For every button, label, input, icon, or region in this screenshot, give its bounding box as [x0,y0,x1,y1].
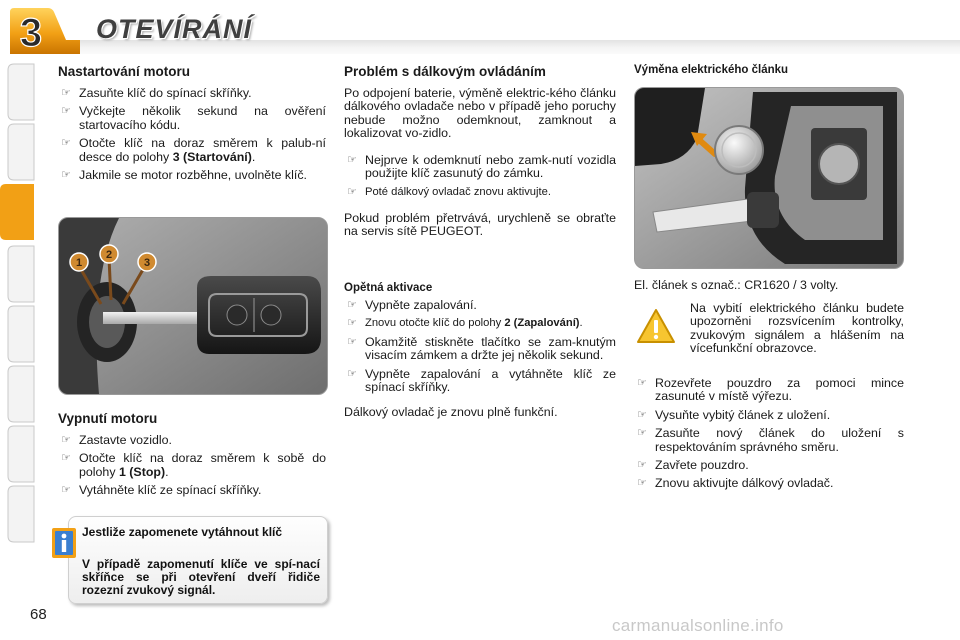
pointing-hand-icon: ☞ [347,185,357,198]
start-steps-list [58,87,326,187]
list-item: ☞ Vyčkejte několik sekund na ověření startovacího kódu. [61,104,326,132]
side-chapter-tabs [0,62,36,582]
battery-caption: El. článek s označ.: CR1620 / 3 volty. [634,278,839,292]
section-title-remote-problem: Problém s dálkovým ovládáním [344,64,546,79]
pointing-hand-icon: ☞ [61,87,71,99]
list-item: ☞ Zastavte vozidlo. [61,433,172,447]
list-item: ☞ Otočte klíč na doraz směrem k palub-ní desce do polohy 3 (Startování). [61,136,326,164]
list-item: ☞ Znovu otočte klíč do polohy 2 (Zapalování). [347,317,583,330]
key-position-label: 3 [143,257,151,269]
reactivation-list [344,299,616,399]
pointing-hand-icon: ☞ [637,459,647,472]
reactivation-outro: Dálkový ovladač je znovu plně funkční. [344,405,558,419]
list-item: ☞ Vypněte zapalování a vytáhněte klíč ze spínací skříňky. [347,366,616,395]
side-tab-8 [8,486,34,542]
page-title: OTEVÍRÁNÍ [96,14,253,44]
pointing-hand-icon: ☞ [61,169,71,182]
side-tab-2 [8,124,34,180]
list-item: ☞ Vypněte zapalování. [347,298,477,312]
list-item: ☞ Zavřete pouzdro. [637,458,749,473]
chapter-badge [4,4,86,66]
list-item: ☞ Vysuňte vybitý článek z uložení. [637,407,831,422]
pointing-hand-icon: ☞ [61,137,71,150]
side-tab-active [0,184,34,240]
battery-replacement-illustration [635,88,903,268]
ignition-key-image [58,217,328,395]
section-title-start: Nastartování motoru [58,64,191,79]
ignition-key-illustration [59,218,327,394]
list-item: ☞ Vytáhněte klíč ze spínací skříňky. [61,483,262,498]
remote-problem-list [344,154,616,200]
info-icon [52,528,76,558]
warning-icon [636,308,676,344]
list-item: ☞ Nejprve k odemknutí nebo zamk-nutí vozidla použijte klíč zasunutý do zámku. [347,153,616,181]
watermark: carmanualsonline.info [612,616,784,635]
section-title-stop: Vypnutí motoru [58,411,158,426]
side-tab-5 [8,306,34,362]
side-tab-4 [8,246,34,302]
list-item: ☞ Znovu aktivujte dálkový ovladač. [637,476,834,491]
pointing-hand-icon: ☞ [637,477,647,490]
list-item: ☞ Zasuňte klíč do spínací skříňky. [61,86,252,100]
remote-problem-intro: Po odpojení baterie, výměně elektric-kého článku dálkového ovladače nebo v případě jeho poruchy nebude možno odemknout, zamknout a lokalizovat vo-zidlo. [344,86,616,141]
pointing-hand-icon: ☞ [347,154,357,166]
pointing-hand-icon: ☞ [61,105,71,118]
pointing-hand-icon: ☞ [61,434,71,446]
list-item: ☞ Rozevřete pouzdro za pomoci mince zasunuté v místě výřezu. [637,376,904,404]
pointing-hand-icon: ☞ [347,367,357,380]
pointing-hand-icon: ☞ [347,335,357,348]
chapter-number: 3 [19,11,43,55]
key-position-label: 1 [75,257,83,269]
pointing-hand-icon: ☞ [637,408,647,421]
pointing-hand-icon: ☞ [61,484,71,497]
info-text: V případě zapomenutí klíče ve spí-nací skříňce se při otevření dveří řidiče rozezní zvukový signál. [82,557,320,597]
key-position-label: 2 [105,249,113,261]
section-title-reactivation: Opětná aktivace [344,282,433,294]
warning-text: Na vybití elektrického článku budete upozorněni rozsvícením kontrolky, zvukovým signálem a hlášením na vícefunkční obrazovce. [690,301,904,356]
section-title-battery: Výměna elektrického článku [634,64,789,76]
battery-replacement-image [634,87,904,269]
pointing-hand-icon: ☞ [637,377,647,389]
list-item: ☞ Poté dálkový ovladač znovu aktivujte. [347,185,551,198]
list-item: ☞ Zasuňte nový článek do uložení s respektováním správného směru. [637,426,904,454]
info-title: Jestliže zapomenete vytáhnout klíč [82,525,283,539]
pointing-hand-icon: ☞ [347,299,357,311]
pointing-hand-icon: ☞ [61,452,71,465]
pointing-hand-icon: ☞ [637,427,647,440]
side-tab-6 [8,366,34,422]
battery-steps-list [634,377,904,496]
list-item: ☞ Okamžitě stiskněte tlačítko se zam-knutým visacím zámkem a držte jej několik sekund. [347,334,616,363]
pointing-hand-icon: ☞ [347,317,357,330]
page-number: 68 [30,606,47,623]
list-item: ☞ Jakmile se motor rozběhne, uvolněte klíč. [61,168,307,183]
side-tab-1 [8,64,34,120]
side-tab-7 [8,426,34,482]
remote-problem-outro: Pokud problém přetrvává, urychleně se obraťte na servis sítě PEUGEOT. [344,211,616,239]
stop-steps-list [58,434,326,503]
list-item: ☞ Otočte klíč na doraz směrem k sobě do polohy 1 (Stop). [61,451,326,479]
